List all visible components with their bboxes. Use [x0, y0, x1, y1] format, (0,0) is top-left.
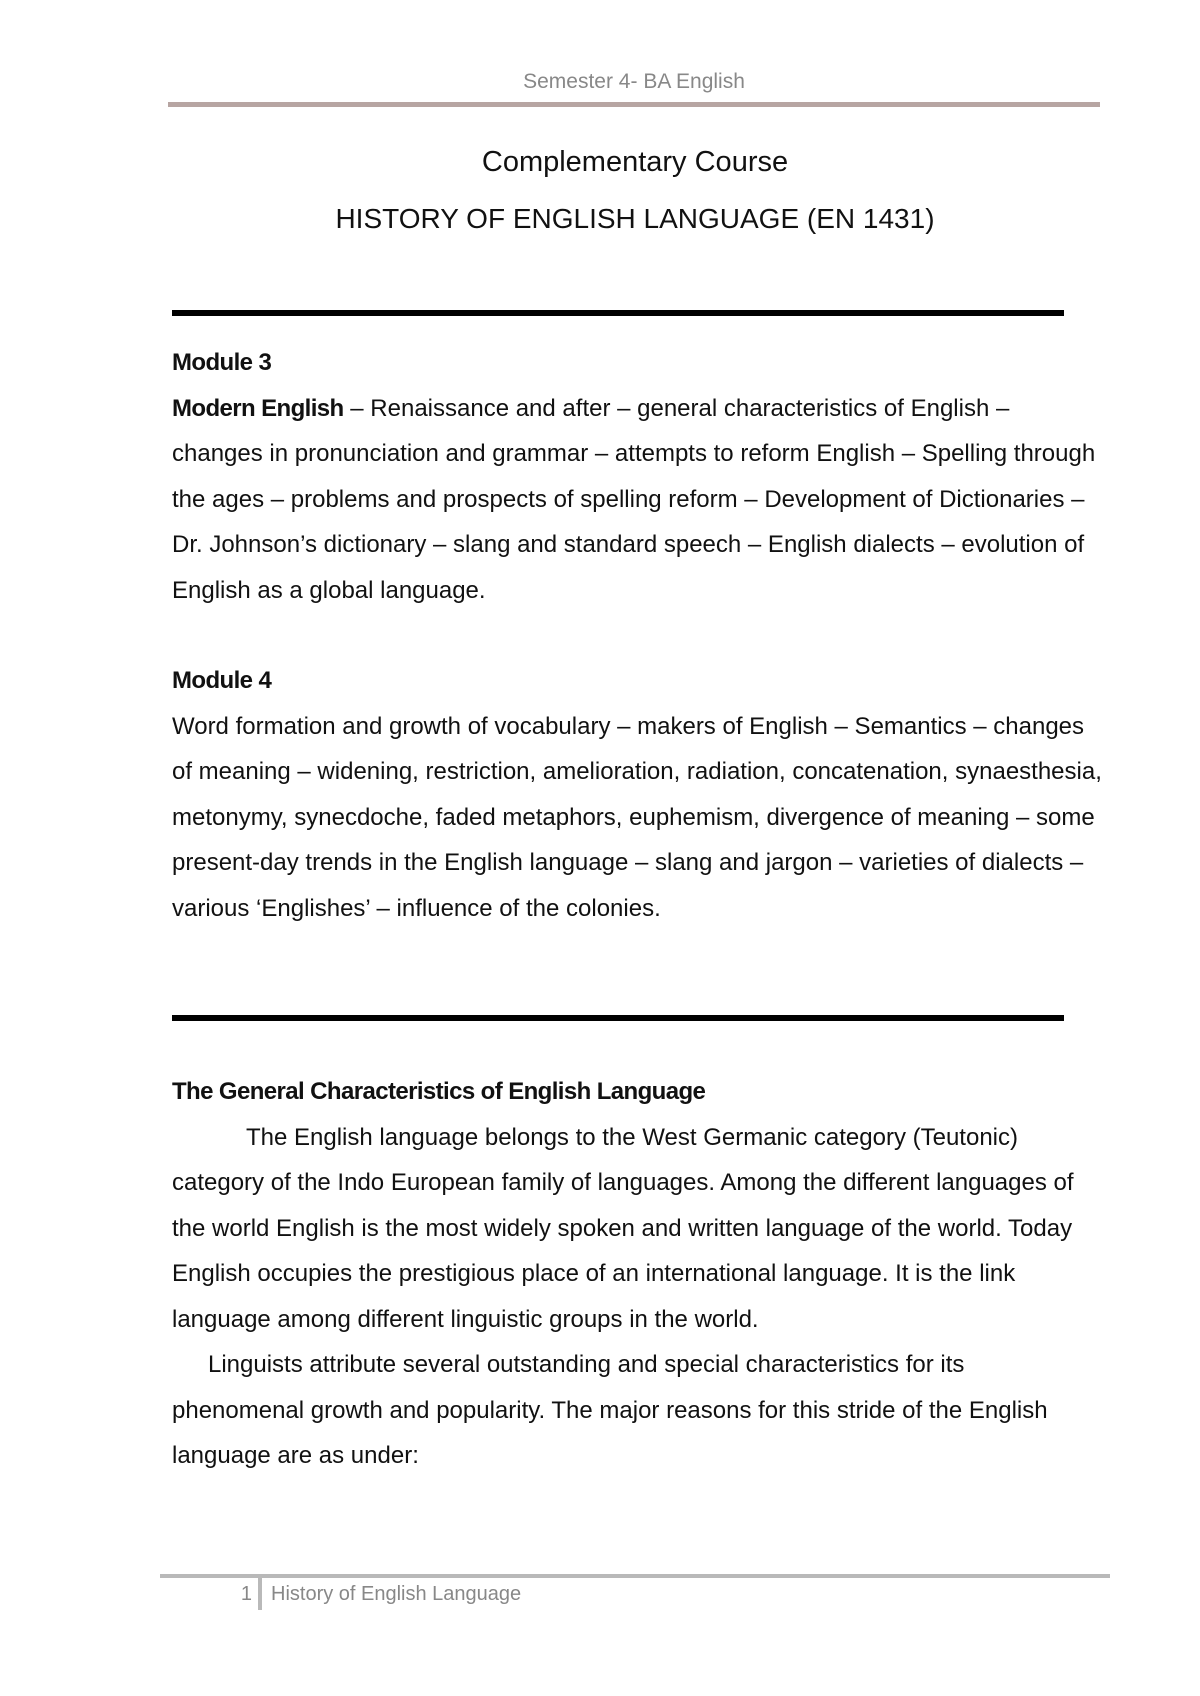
divider-bottom [172, 1015, 1064, 1021]
module-4-heading: Module 4 [172, 667, 272, 694]
module-3-lead: Modern English [172, 394, 344, 422]
divider-top [172, 310, 1064, 316]
course-type: Complementary Course [481, 146, 789, 178]
footer-separator [258, 1578, 262, 1610]
page-number: 1 [240, 1582, 252, 1605]
module-3-syllabus [172, 386, 1102, 614]
course-title: HISTORY OF ENGLISH LANGUAGE (EN 1431) [335, 203, 935, 234]
running-header: Semester 4- BA English [523, 70, 745, 93]
module-3-section [172, 340, 1102, 613]
section-paragraph-2: Linguists attribute several outstanding and special characteristics for its phenomenal growth and popularity. The major reasons for this stride of the English language are as under: [172, 1351, 1048, 1469]
footer-title: History of English Language [271, 1582, 522, 1605]
general-characteristics-section [172, 1069, 1102, 1479]
section-paragraph-1: The English language belongs to the West Germanic category (Teutonic) category of the Indo European family of languages. Among the different languages of the world English is the most widely spoken and written language of the world. Today English occupies the prestigious place of an international language. It is the link language among different linguistic groups in the world. [172, 1123, 1074, 1333]
module-3-heading: Module 3 [172, 349, 272, 376]
module-4-section [172, 658, 1102, 931]
page-footer [232, 1578, 521, 1610]
section-heading: The General Characteristics of English Language [172, 1078, 706, 1105]
module-4-syllabus: Word formation and growth of vocabulary – makers of English – Semantics – changes of meaning – widening, restriction, amelioration, radiation, concatenation, synaesthesia, metonymy, synecdoche, faded metaphors, euphemism, divergence of meaning – some present-day trends in the English language – slang and jargon – varieties of dialects – various ‘Englishes’ – influence of the colonies. [172, 712, 1102, 922]
module-3-text: – Renaissance and after – general characteristics of English – changes in pronunciation and grammar – attempts to reform English – Spelling through the ages – problems and prospects of spelling reform – Development of Dictionaries – Dr. Johnson’s dictionary – slang and standard speech – English dialects – evolution of English as a global language. [172, 394, 1096, 604]
header-rule [168, 102, 1100, 107]
